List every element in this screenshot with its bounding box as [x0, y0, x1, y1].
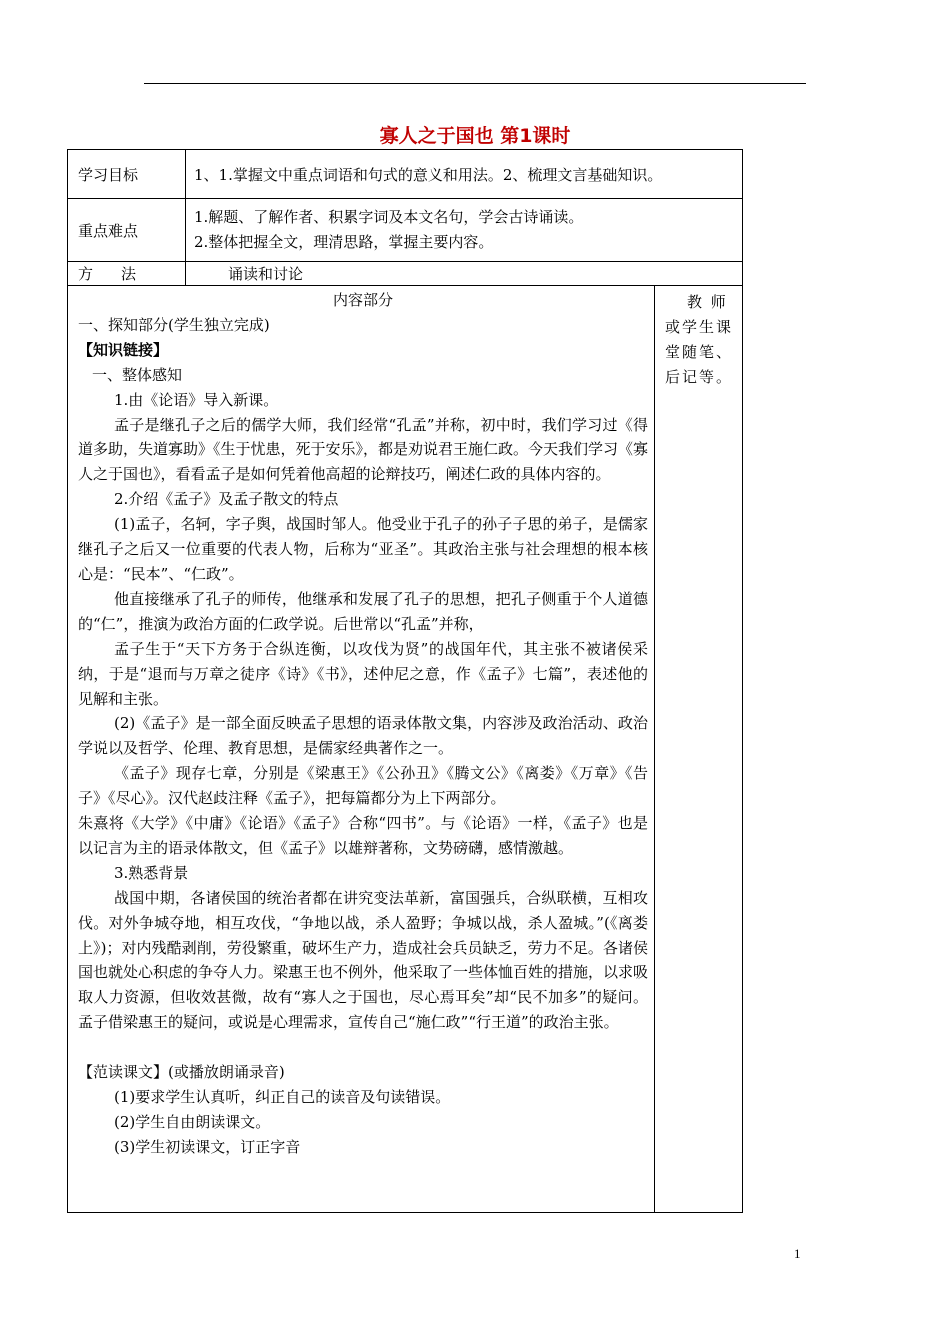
key-value: [186, 199, 743, 262]
content-p9: (2)《孟子》是一部全面反映孟子思想的语录体散文集，内容涉及政治活动、政治学说以及哲学、伦理、教育思想，是儒家经典著作之一。: [78, 714, 648, 758]
goal-value: 1、1.掌握文中重点词语和句式的意义和用法。2、梳理文言基础知识。: [186, 150, 743, 199]
content-p4: 孟子是继孔子之后的儒学大师，我们经常“孔孟”并称，初中时，我们学习过《得道多助，失道寡助》《生于忧患，死于安乐》，都是劝说君王施仁政。今天我们学习《寡人之于国也》，看看孟子是如何凭着他高超的论辩技巧，阐述仁政的具体内容的。: [78, 415, 649, 484]
content-p12: 3.熟悉背景: [114, 863, 189, 882]
document-title: 寡人之于国也 第1课时: [379, 125, 571, 147]
side-note-line-3: 堂随笔、: [665, 343, 734, 361]
content-p0: 一、探知部分(学生独立完成): [78, 315, 270, 334]
side-note-line-4: 后记等。: [665, 368, 734, 386]
content-p14: 【范读课文】(或播放朗诵录音): [78, 1063, 285, 1082]
content-p7: 他直接继承了孔子的师传，他继承和发展了孔子的思想，把孔子侧重于个人道德的“仁”，推演为政治方面的仁政学说。后世常以“孔孟”并称，: [78, 589, 648, 633]
key-row: [68, 199, 743, 262]
content-header: 内容部分: [332, 291, 393, 309]
side-note-line-1: 教 师: [687, 293, 728, 311]
content-p10: 《孟子》现存七章，分别是《梁惠王》《公孙丑》《腾文公》《离娄》《万章》《告子》《尽心》。汉代赵歧注释《孟子》，把每篇都分为上下两部分。: [78, 764, 648, 808]
content-p11: 朱熹将《大学》《中庸》《论语》《孟子》合称“四书”。与《论语》一样，《孟子》也是 以记言为主的语录体散文，但《孟子》以雄辩著称，文势磅礴，感情激越。: [78, 814, 648, 857]
content-p3: 1.由《论语》导入新课。: [114, 390, 279, 409]
content-p5: 2.介绍《孟子》及孟子散文的特点: [114, 490, 339, 509]
method-row: [68, 262, 743, 286]
content-p16: (2)学生自由朗读课文。: [114, 1112, 271, 1131]
key-line-1: 1.解题、了解作者、积累字词及本文名句，学会古诗诵读。: [194, 208, 584, 226]
side-note-cell: [655, 286, 743, 1213]
key-line-2: 2.整体把握全文，理清思路，掌握主要内容。: [194, 233, 494, 251]
content-p2: 一、整体感知: [92, 365, 183, 384]
content-p15: (1)要求学生认真听，纠正自己的读音及句读错误。: [114, 1087, 451, 1106]
page-number: 1: [794, 1246, 801, 1261]
key-label: 重点难点: [68, 199, 186, 262]
side-note-line-2: 或学生课: [665, 318, 734, 336]
method-label: 方 法: [68, 262, 186, 286]
side-note: [665, 290, 736, 390]
content-p6: (1)孟子，名轲，字子舆，战国时邹人。他受业于孔子的孙子子思的弟子，是儒家继孔子之后又一位重要的代表人物，后称为“亚圣”。其政治主张与社会理想的根本核心是：“民本”、“仁政”。: [78, 515, 648, 583]
method-value: 诵读和讨论: [186, 262, 743, 286]
content-p8: 孟子生于“天下方务于合纵连衡，以攻伐为贤”的战国年代，其主张不被诸侯采纳，于是“退而与万章之徒序《诗》《书》，述仲尼之意，作《孟子》七篇”，表述他的见解和主张。: [78, 639, 648, 708]
content-cell: [68, 286, 655, 1213]
content-p1: 【知识链接】: [78, 340, 169, 359]
lesson-plan-table: [67, 149, 743, 1213]
blank-line: [78, 1035, 648, 1060]
goal-row: [68, 150, 743, 199]
content-p13: 战国中期，各诸侯国的统治者都在讲究变法革新，富国强兵，合纵联横，互相攻伐。对外争城夺地，相互攻伐，“争地以战，杀人盈野；争城以战，杀人盈城。”(《离娄上》)；对内残酷剥削，劳役繁重，破坏生产力，造成社会兵员缺乏，劳力不足。各诸侯国也就处心积虑的争夺人力。梁惠王也不例外，他采取了一些体恤百姓的措施，以求吸取人力资源，但收效甚微，故有“寡人之于国也，尽心焉耳矣”却“民不加多”的疑问。孟子借梁惠王的疑问，或说是心理需求，宣传自己“施仁政”“行王道”的政治主张。: [78, 888, 649, 1032]
content-p17: (3)学生初读课文，订正字音: [114, 1137, 301, 1156]
content-row: [68, 286, 743, 1213]
goal-label: 学习目标: [68, 150, 186, 199]
header-rule: [144, 83, 806, 84]
